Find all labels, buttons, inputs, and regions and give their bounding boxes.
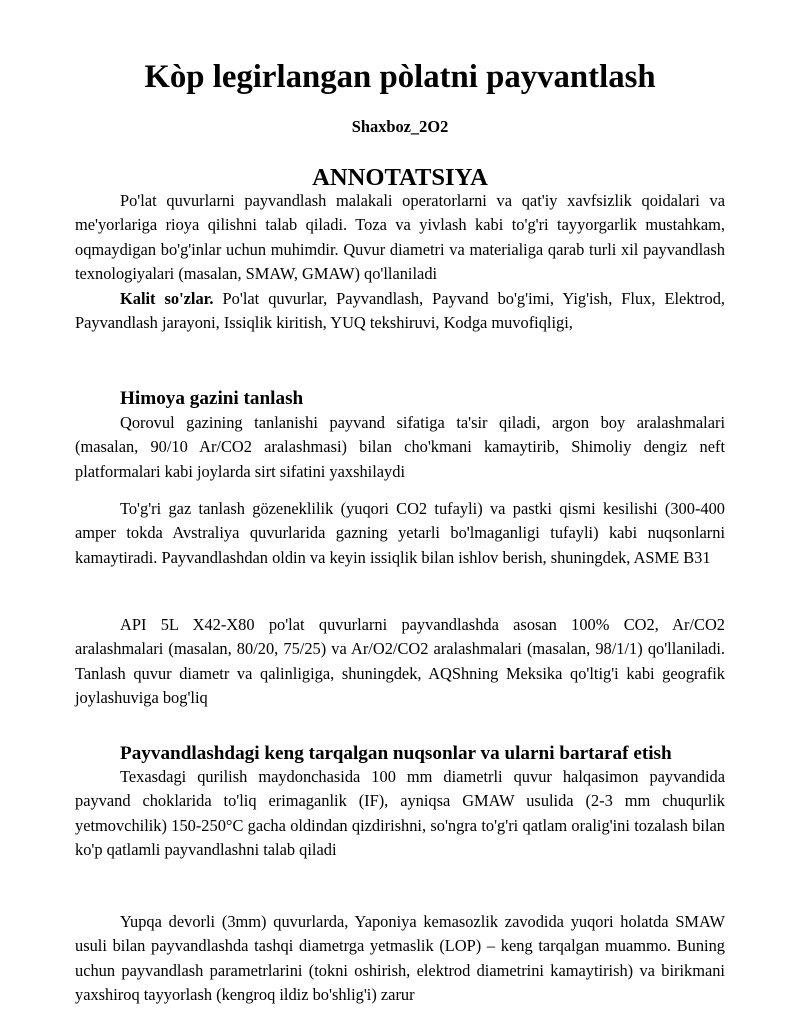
abstract-heading: ANNOTATSIYA [312,164,488,191]
keywords-text: Po'lat quvurlar, Payvandlash, Payvand bo'g'imi, Yig'ish, Flux, Elektrod, Payvandlash jarayoni, Issiqlik kiritish, YUQ tekshiruvi, Kodga muvofiqligi, [75,289,725,333]
paragraph: Qorovul gazining tanlanishi payvand sifatiga ta'sir qiladi, argon boy aralashmalari (masalan, 90/10 Ar/CO2 aralashmasi) bilan cho'kmani kamaytirib, Shimoliy dengiz neft platformalari kabi joylarda sirt sifatini yaxshilaydi [75,413,725,481]
paragraph: Yupqa devorli (3mm) quvurlarda, Yaponiya kemasozlik zavodida yuqori holatda SMAW usuli bilan payvandlashda tashqi diametrga yetmaslik (LOP) – keng tarqalgan muammo. Buning uchun payvandlash parametrlarini (tokni oshirish, elektrod diametrini kamaytirish) va birikmani yaxshiroq tayyorlash (kengroq ildiz bo'shlig'i) zarur [75,912,725,1005]
section-heading-defects: Payvandlashdagi keng tarqalgan nuqsonlar va ularni bartaraf etish [120,743,672,764]
keywords-paragraph [75,287,725,336]
abstract-paragraph: Po'lat quvurlarni payvandlash malakali operatorlarni va qat'iy xavfsizlik qoidalari va me'yorlariga rioya qilishni talab qiladi. Toza va yivlash kabi to'g'ri tayyorgarlik mustahkam, oqmaydigan bo'g'inlar uchun muhimdir. Quvur diametri va materialiga qarab turli xil payvandlash texnologiyalari (masalan, SMAW, GMAW) qo'llaniladi [75,191,725,284]
keywords-label: Kalit so'zlar. [120,289,214,308]
paragraph: To'g'ri gaz tanlash gözeneklilik (yuqori CO2 tufayli) va pastki qismi kesilishi (300-400 amper tokda Avstraliya quvurlarida gazning yetarli bo'lmaganligi tufayli) kabi nuqsonlarni kamaytiradi. Payvandlashdan oldin va keyin issiqlik bilan ishlov berish, shuningdek, ASME B31 [75,499,725,567]
paragraph: API 5L X42-X80 po'lat quvurlarni payvandlashda asosan 100% CO2, Ar/CO2 aralashmalari (masalan, 80/20, 75/25) va Ar/O2/CO2 aralashmalari (masalan, 98/1/1) qo'llaniladi. Tanlash quvur diametr va qalinligiga, shuningdek, AQShning Meksika qo'ltig'i kabi geografik joylashuviga bog'liq [75,615,725,708]
section-heading-shielding-gas: Himoya gazini tanlash [120,388,304,409]
document-title: Kòp legirlangan pòlatni payvantlash [144,59,656,95]
author-name: Shaxboz_2O2 [351,117,449,136]
paragraph: Texasdagi qurilish maydonchasida 100 mm diametrli quvur halqasimon payvandida payvand choklarida to'liq erimaganlik (IF), ayniqsa GMAW usulida (2-3 mm chuqurlik yetmovchilik) 150-250°C gacha oldindan qizdirishni, so'ngra to'g'ri qatlam oralig'ini tozalash bilan ko'p qatlamli payvandlashni talab qiladi [75,767,725,860]
